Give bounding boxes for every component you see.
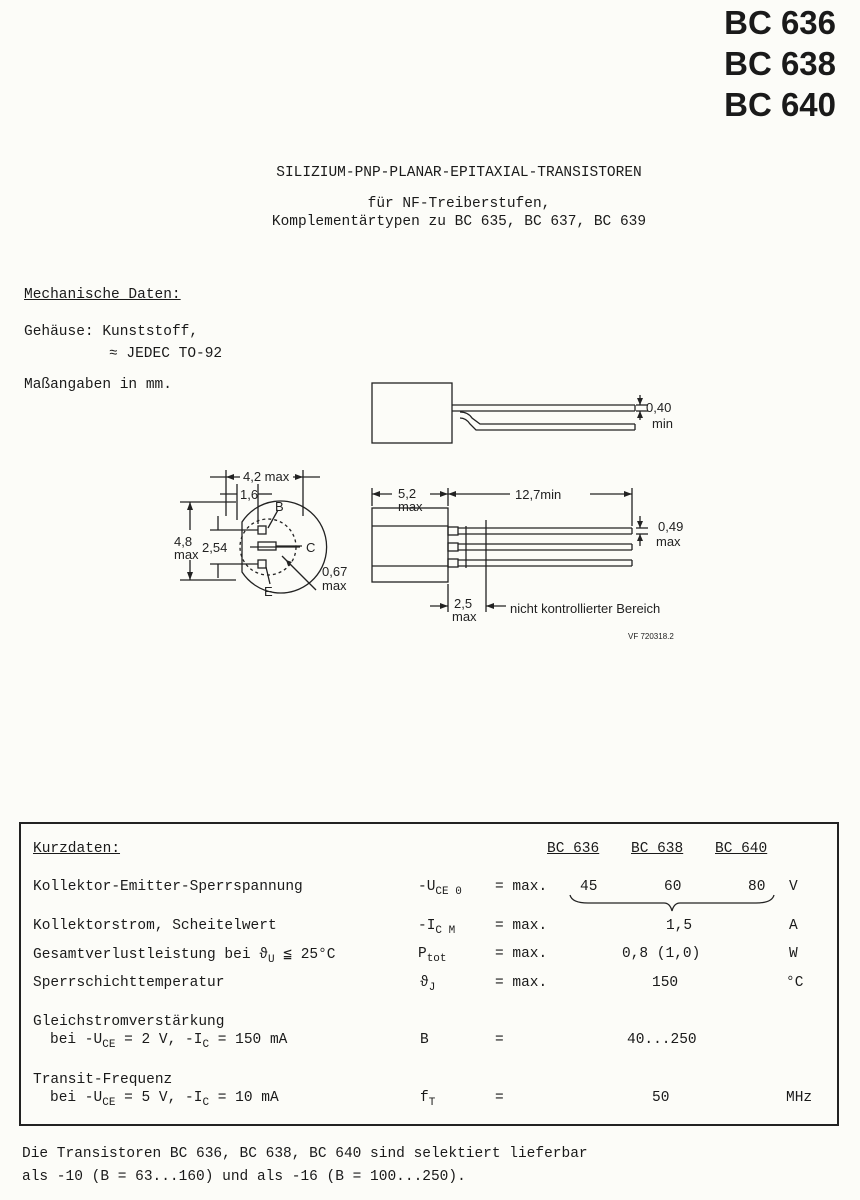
pin-base-label: B — [275, 499, 284, 514]
vce-relation: = max. — [495, 879, 548, 895]
ptot-label: Gesamtverlustleistung bei $ϑ_U$ ≦ 25°C — [33, 947, 336, 966]
dim-max-label: max — [322, 578, 347, 593]
pin-emitter-label: E — [264, 584, 273, 599]
gain-value: 40...250 — [627, 1032, 697, 1048]
ic-unit: A — [789, 918, 798, 934]
housing-standard: ≈ JEDEC TO-92 — [109, 346, 223, 362]
vce-symbol: $-U_{CE 0}$ — [418, 879, 462, 898]
ic-value: 1,5 — [666, 918, 693, 934]
dim-lead-width: 0,49 — [658, 519, 684, 534]
mechanical-heading: Mechanische Daten: — [24, 287, 181, 303]
tj-value: 150 — [652, 975, 679, 991]
common-value-brace — [568, 893, 776, 913]
dim-lead-length: 12,7min — [515, 487, 562, 502]
package-body-side — [372, 508, 448, 582]
ft-relation: = — [495, 1090, 504, 1106]
vce-label: Kollektor-Emitter-Sperrspannung — [33, 879, 303, 895]
document-title: SILIZIUM-PNP-PLANAR-EPITAXIAL-TRANSISTOREN — [276, 165, 642, 181]
short-data-heading: Kurzdaten: — [33, 841, 121, 857]
dim-pin-offset: 1,6 — [240, 487, 259, 502]
dim-pin-pitch: 2,54 — [202, 540, 228, 555]
vce-unit: V — [789, 879, 798, 895]
ft-symbol: $f_T$ — [420, 1090, 436, 1109]
ic-relation: = max. — [495, 918, 548, 934]
type-header: BC 638 — [631, 841, 684, 857]
ic-label: Kollektorstrom, Scheitelwert — [33, 918, 277, 934]
dim-max-label: max — [398, 499, 423, 514]
tj-unit: °C — [786, 975, 804, 991]
dim-body-width: 4,2 max — [243, 469, 290, 484]
dim-lead-size: 0,67 — [322, 564, 348, 579]
type-header: BC 636 — [547, 841, 600, 857]
ptot-unit: W — [789, 946, 798, 962]
package-body-top — [372, 383, 452, 443]
part-number: BC 636 — [724, 4, 836, 41]
package-drawing — [0, 370, 860, 660]
part-number: BC 638 — [724, 45, 836, 82]
uncontrolled-area-label: nicht kontrollierter Bereich — [510, 601, 661, 616]
dim-max-label: max — [174, 547, 199, 562]
subtitle-line-1: für NF-Treiberstufen, — [367, 196, 551, 212]
ft-value: 50 — [652, 1090, 670, 1106]
dim-max-label: max — [452, 609, 477, 624]
units-note: Maßangaben in mm. — [24, 377, 172, 393]
footnote-line-1: Die Transistoren BC 636, BC 638, BC 640 sind selektiert lieferbar — [22, 1146, 588, 1162]
type-header: BC 640 — [715, 841, 768, 857]
dim-uncontrolled-length: 2,5 — [454, 596, 473, 611]
tj-label: Sperrschichttemperatur — [33, 975, 225, 991]
dim-lead-thickness: 0,40 — [646, 400, 672, 415]
tj-symbol: $ϑ_J$ — [420, 975, 436, 994]
gain-label: Gleichstromverstärkung — [33, 1014, 225, 1030]
ft-label: Transit-Frequenz — [33, 1072, 173, 1088]
dim-min-label: min — [652, 416, 673, 431]
gain-symbol: B — [420, 1032, 429, 1048]
vce-value-bc638: 60 — [664, 879, 682, 895]
subtitle-line-2: Komplementärtypen zu BC 635, BC 637, BC 639 — [271, 214, 647, 230]
housing-label: Gehäuse: Kunststoff, — [24, 324, 199, 340]
vce-value-bc640: 80 — [748, 879, 766, 895]
vce-value-bc636: 45 — [580, 879, 598, 895]
part-number: BC 640 — [724, 86, 836, 123]
ic-symbol: $-I_{C M}$ — [418, 918, 456, 937]
dim-body-height: 4,8 — [174, 534, 193, 549]
ptot-relation: = max. — [495, 946, 548, 962]
ptot-symbol: $P_{tot}$ — [418, 946, 447, 965]
gain-relation: = — [495, 1032, 504, 1048]
dim-body-depth: 5,2 — [398, 486, 417, 501]
pin-collector-label: C — [306, 540, 316, 555]
ft-unit: MHz — [786, 1090, 813, 1106]
dim-max-label: max — [656, 534, 681, 549]
gain-condition: bei $-U_{CE} = 2$ V, $-I_C = 150$ mA — [50, 1032, 288, 1051]
tj-relation: = max. — [495, 975, 548, 991]
ft-condition: bei $-U_{CE} = 5$ V, $-I_C = 10$ mA — [50, 1090, 279, 1109]
part-number-block — [724, 2, 836, 125]
ptot-value: 0,8 (1,0) — [622, 946, 701, 962]
drawing-reference: VF 720318.2 — [628, 632, 674, 641]
footnote-line-2: als -10 (B = 63...160) und als -16 (B = 100...250). — [22, 1169, 466, 1185]
